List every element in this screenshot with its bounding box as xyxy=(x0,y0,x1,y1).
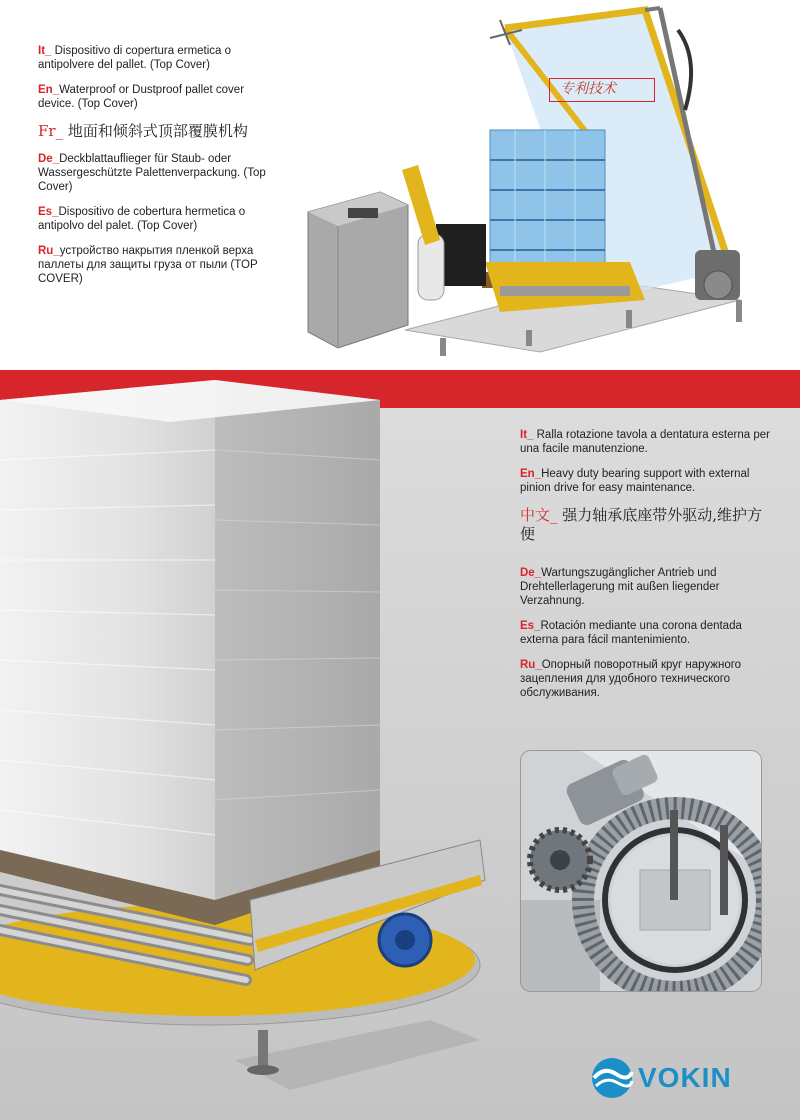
desc-de: De_Deckblattauflieger für Staub- oder Wassergeschützte Palettenverpackung. (Top Cover) xyxy=(38,153,266,193)
bearing-desc-ru: Ru_Опорный поворотный круг наружного зацепления для удобного технического обслуживания. xyxy=(520,659,742,699)
desc-es: Es_Dispositivo de cobertura hermetica o antipolvo del palet. (Top Cover) xyxy=(38,206,246,232)
desc-it: It_ Dispositivo di copertura ermetica o antipolvere del pallet. (Top Cover) xyxy=(38,45,232,71)
desc-ru: Ru_устройство накрытия пленкой верха паллеты для защиты груза от пыли (TOP COVER) xyxy=(38,245,258,285)
bearing-description-list xyxy=(520,428,770,711)
patent-label: 专利技术 xyxy=(549,78,655,102)
wrapped-pallet-image xyxy=(0,380,500,1090)
bearing-desc-de: De_Wartungszugänglicher Antrieb und Drehtellerlagerung mit außen liegender Verzahnung. xyxy=(520,567,720,607)
bearing-desc-en: En_Heavy duty bearing support with external pinion drive for easy maintenance. xyxy=(520,468,750,494)
desc-zh: Fr_ 地面和倾斜式顶部覆膜机构 xyxy=(38,122,248,140)
slewing-ring-photo xyxy=(520,750,762,992)
brand-name: VOKIN xyxy=(638,1062,732,1093)
desc-en: En_Waterproof or Dustproof pallet cover device. (Top Cover) xyxy=(38,84,245,110)
top-cover-machine-image xyxy=(300,0,800,370)
top-description-list xyxy=(38,44,278,297)
bearing-desc-es: Es_Rotación mediante una corona dentada externa para fácil mantenimiento. xyxy=(520,620,742,646)
bearing-desc-zh: 中文_ 强力轴承底座带外驱动,维护方便 xyxy=(520,506,763,543)
vokin-wave-logo-icon xyxy=(590,1056,636,1100)
bearing-desc-it: It_ Ralla rotazione tavola a dentatura esterna per una facile manutenzione. xyxy=(520,429,770,455)
